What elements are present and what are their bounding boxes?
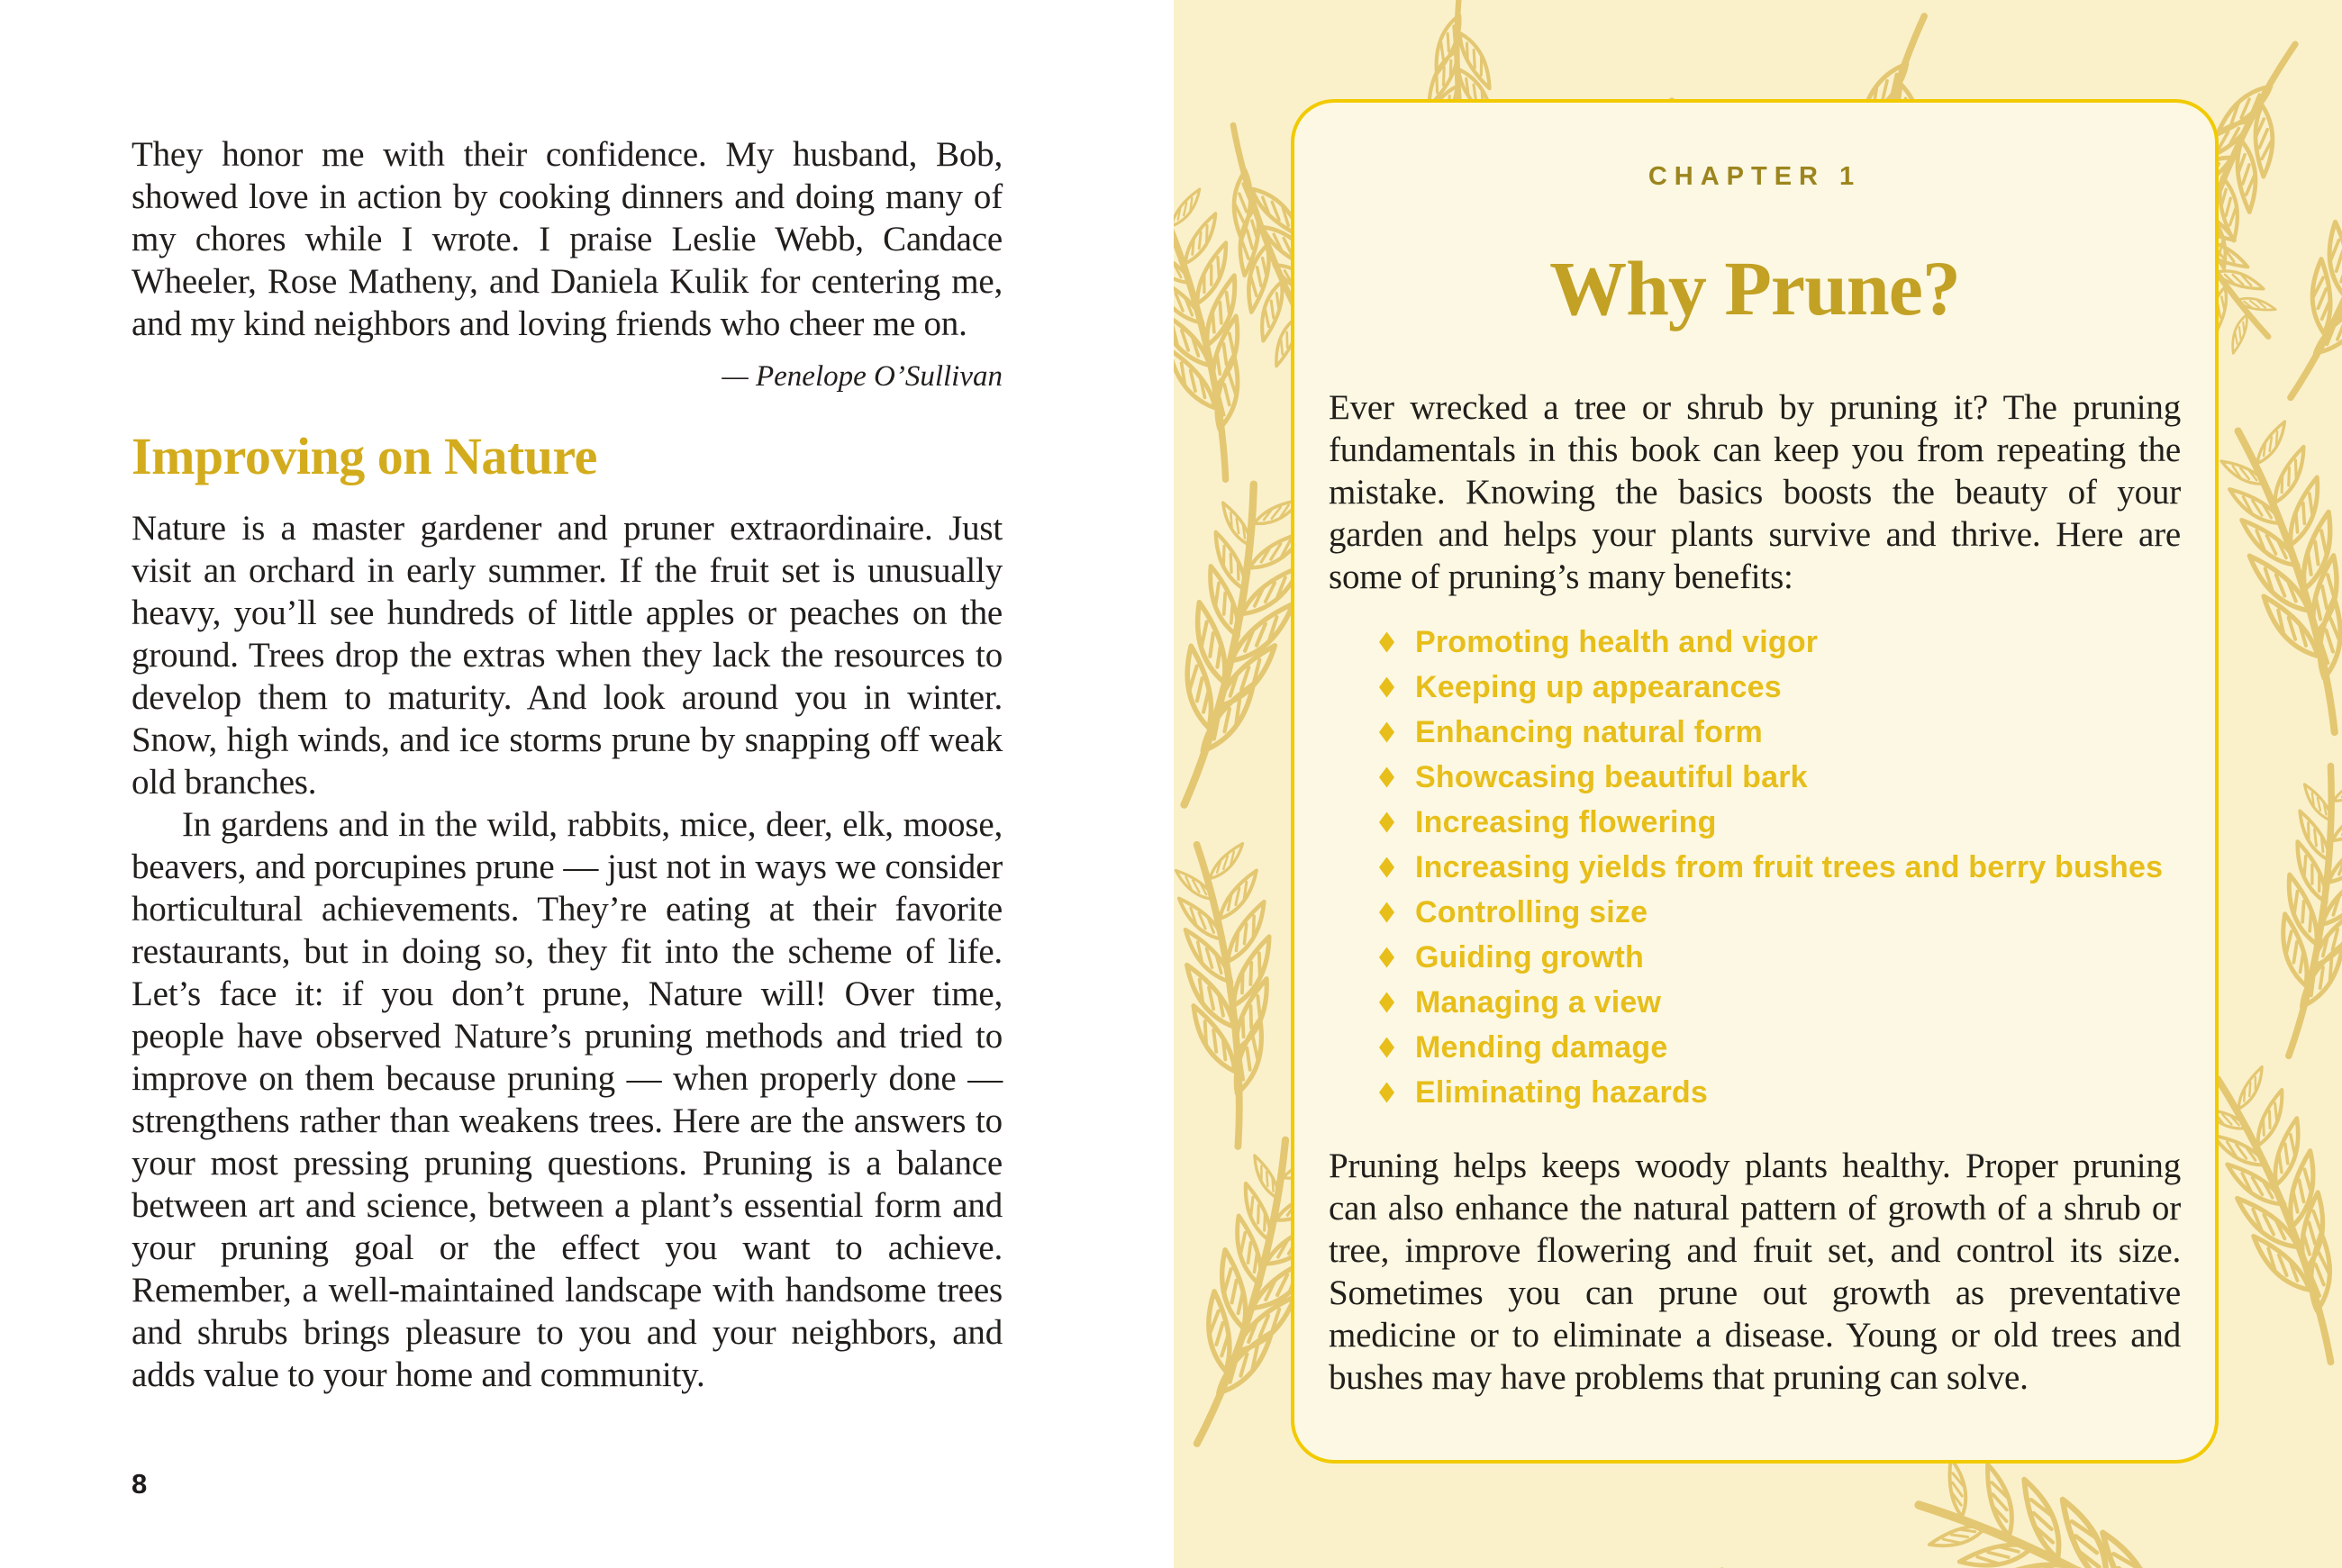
benefit-label: Mending damage: [1415, 1029, 1668, 1065]
benefit-item: [1379, 1070, 2181, 1115]
benefit-label: Eliminating hazards: [1415, 1074, 1708, 1110]
diamond-bullet-icon: [1379, 902, 1394, 923]
benefit-label: Managing a view: [1415, 984, 1662, 1020]
chapter-title: Why Prune?: [1549, 245, 1960, 331]
chapter-intro-paragraph: Ever wrecked a tree or shrub by pruning it? The pruning fundamentals in this book can keep you from repeating the mistake. Knowing the basics boosts the beauty of your garden and helps your plants survive and thrive. Here are some of pruning’s many benefits:: [1329, 388, 2181, 596]
diamond-bullet-icon: [1379, 1083, 1394, 1103]
benefit-item: [1379, 935, 2181, 980]
benefits-list: [1329, 620, 2181, 1115]
chapter-label: CHAPTER 1: [1648, 162, 1862, 191]
benefit-label: Increasing flowering: [1415, 804, 1717, 839]
benefit-item: [1379, 710, 2181, 755]
benefit-item: [1379, 755, 2181, 800]
benefit-label: Increasing yields from fruit trees and berry bushes: [1415, 849, 2164, 884]
benefit-label: Showcasing beautiful bark: [1415, 759, 1808, 794]
section-paragraph-1: Nature is a master gardener and pruner extraordinaire. Just visit an orchard in early summer. If the fruit set is unusually heavy, you’ll see hundreds of little apples or peaches on the ground. Trees drop the extras when they lack the resources to develop them to maturity. And look around you in winter. Snow, high winds, and ice storms prune by snapping off weak old branches.: [132, 509, 1003, 802]
diamond-bullet-icon: [1379, 992, 1394, 1013]
acknowledgment-attribution: — Penelope O’Sullivan: [722, 360, 1003, 393]
diamond-bullet-icon: [1379, 1038, 1394, 1058]
benefit-label: Controlling size: [1415, 894, 1648, 929]
right-page: [1174, 0, 2342, 1568]
benefit-label: Keeping up appearances: [1415, 669, 1782, 704]
diamond-bullet-icon: [1379, 857, 1394, 878]
section-paragraph-2: In gardens and in the wild, rabbits, mice, deer, elk, moose, beavers, and porcupines prune — just not in ways we consider horticultural achievements. They’re eating at their favorite restaurants, but in doing so, they fit into the scheme of life. Let’s face it: if you don’t prune, Nature will! Over time, people have observed Nature’s pruning methods and tried to improve on them because pruning — when properly done — strengthens rather than weakens trees. Here are the answers to your most pressing pruning questions. Pruning is a balance between art and science, between a plant’s essential form and your pruning goal or the effect you want to achieve. Remember, a well-maintained landscape with handsome trees and shrubs brings pleasure to you and your neighbors, and adds value to your home and community.: [132, 805, 1003, 1394]
benefit-item: [1379, 620, 2181, 665]
acknowledgment-paragraph: They honor me with their confidence. My husband, Bob, showed love in action by cooking dinners and doing many of my chores while I wrote. I praise Leslie Webb, Candace Wheeler, Rose Matheny, and Daniela Kulik for centering me, and my kind neighbors and loving friends who cheer me on.: [132, 135, 1003, 343]
chapter-card: [1291, 99, 2219, 1464]
benefit-item: [1379, 665, 2181, 710]
benefit-label: Guiding growth: [1415, 939, 1644, 974]
left-text-column: [132, 133, 1003, 1396]
diamond-bullet-icon: [1379, 632, 1394, 653]
diamond-bullet-icon: [1379, 722, 1394, 743]
benefit-item: [1379, 980, 2181, 1025]
benefit-item: [1379, 1025, 2181, 1070]
benefit-item: [1379, 890, 2181, 935]
benefit-label: Enhancing natural form: [1415, 714, 1763, 749]
diamond-bullet-icon: [1379, 947, 1394, 968]
page-number: 8: [132, 1468, 148, 1500]
benefit-label: Promoting health and vigor: [1415, 624, 1819, 659]
diamond-bullet-icon: [1379, 767, 1394, 788]
benefit-item: [1379, 845, 2181, 890]
benefit-item: [1379, 800, 2181, 845]
chapter-closing-paragraph: Pruning helps keeps woody plants healthy. Proper pruning can also enhance the natural pattern of growth of a shrub or tree, improve flowering and fruit set, and control its size. Sometimes you can prune out growth as preventative medicine or to eliminate a disease. Young or old trees and bushes may have problems that pruning can solve.: [1329, 1147, 2181, 1397]
diamond-bullet-icon: [1379, 812, 1394, 833]
diamond-bullet-icon: [1379, 677, 1394, 698]
section-heading: Improving on Nature: [132, 427, 597, 485]
